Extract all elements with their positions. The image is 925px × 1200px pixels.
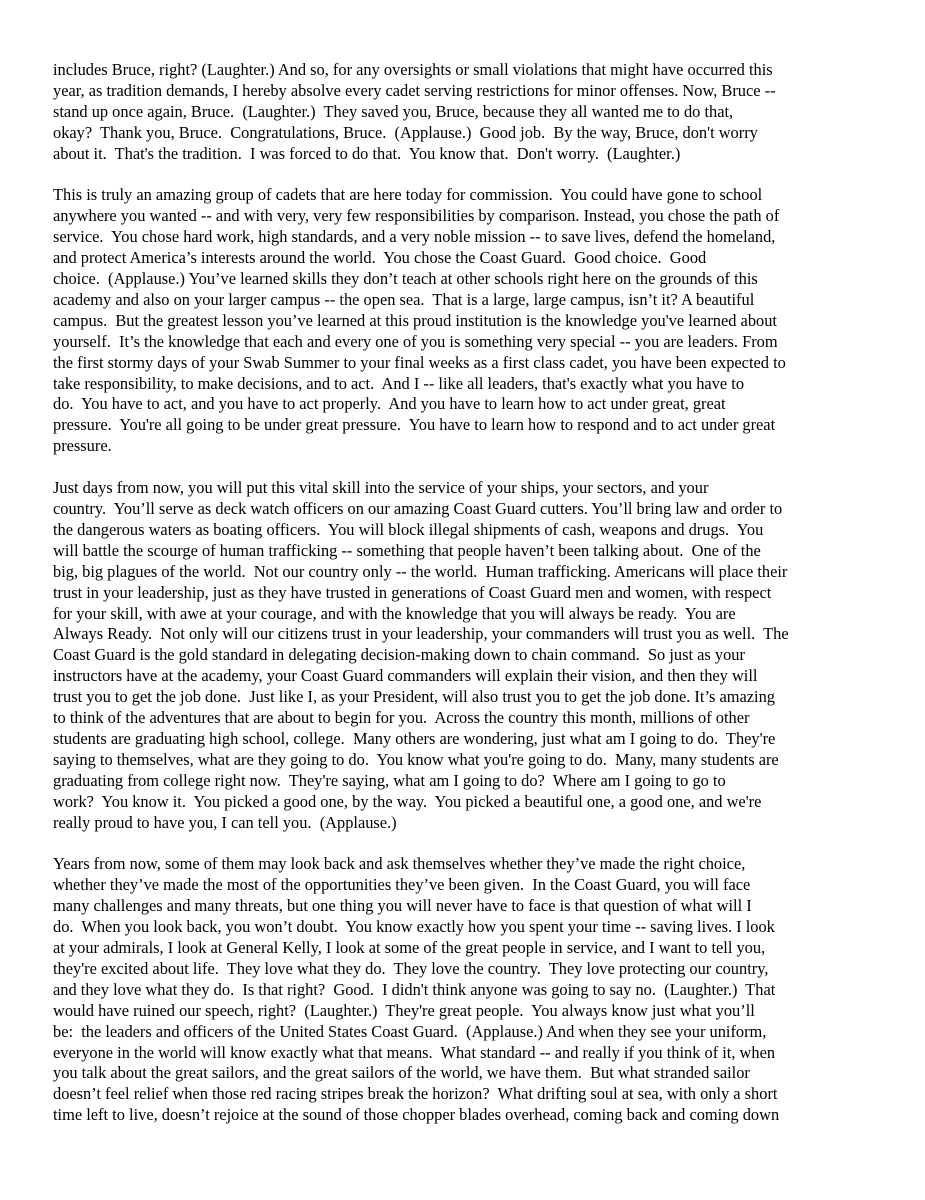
text-line: time left to live, doesn’t rejoice at the sound of those chopper blades overhead, coming back and coming down [53,1105,780,1125]
text-line: choice. (Applause.) You’ve learned skills they don’t teach at other schools right here on the grounds of this [53,269,758,289]
text-line: about it. That's the tradition. I was forced to do that. You know that. Don't worry. (Laughter.) [53,143,681,163]
text-line: and they love what they do. Is that right? Good. I didn't think anyone was going to say no. (Laughter.) That [53,979,776,999]
paragraph-4 [53,854,883,1126]
text-line: Just days from now, you will put this vital skill into the service of your ships, your sectors, and your [53,478,709,498]
text-line: will battle the scourge of human trafficking -- something that people haven’t been talking about. One of the [53,540,761,560]
text-line: everyone in the world will know exactly what that means. What standard -- and really if you think of it, when [53,1042,776,1062]
text-line: do. When you look back, you won’t doubt. You know exactly how you spent your time -- saving lives. I look [53,917,775,937]
text-line: you talk about the great sailors, and the great sailors of the world, we have them. But what stranded sailor [53,1063,750,1083]
text-line: doesn’t feel relief when those red racing stripes break the horizon? What drifting soul at sea, with only a short [53,1084,778,1104]
text-line: for your skill, with awe at your courage, and with the knowledge that you will always be ready. You are [53,603,736,623]
text-line: academy and also on your larger campus -- the open sea. That is a large, large campus, isn’t it? A beautiful [53,289,755,309]
paragraph-1 [53,60,883,165]
text-line: take responsibility, to make decisions, and to act. And I -- like all leaders, that's exactly what you have to [53,373,745,393]
text-line: really proud to have you, I can tell you. (Applause.) [53,812,397,832]
paragraph-3 [53,478,883,833]
text-line: be: the leaders and officers of the United States Coast Guard. (Applause.) And when they see your uniform, [53,1021,767,1041]
text-line: to think of the adventures that are about to begin for you. Across the country this month, millions of other [53,708,750,728]
text-line: would have ruined our speech, right? (Laughter.) They're great people. You always know just what you’ll [53,1000,755,1020]
text-line: Coast Guard is the gold standard in delegating decision-making down to chain command. So just as your [53,645,745,665]
text-line: students are graduating high school, college. Many others are wondering, just what am I going to do. They're [53,728,776,748]
text-line: This is truly an amazing group of cadets that are here today for commission. You could have gone to school [53,185,763,205]
text-line: the first stormy days of your Swab Summer to your final weeks as a first class cadet, you have been expected to [53,352,786,372]
text-line: campus. But the greatest lesson you’ve learned at this proud institution is the knowledge you've learned about [53,310,777,330]
text-line: many challenges and many threats, but one thing you will never have to face is that question of what will I [53,896,752,916]
paragraph-2 [53,185,883,457]
text-line: Always Ready. Not only will our citizens trust in your leadership, your commanders will trust you as well. The [53,624,789,644]
text-line: Years from now, some of them may look back and ask themselves whether they’ve made the right choice, [53,854,746,874]
text-line: the dangerous waters as boating officers. You will block illegal shipments of cash, weapons and drugs. You [53,519,764,539]
text-line: yourself. It’s the knowledge that each and every one of you is something very special -- you are leaders. From [53,331,778,351]
text-line: at your admirals, I look at General Kelly, I look at some of the great people in service, and I want to tell you, [53,938,766,958]
text-line: okay? Thank you, Bruce. Congratulations, Bruce. (Applause.) Good job. By the way, Bruce, don't worry [53,122,758,142]
text-line: and protect America’s interests around the world. You chose the Coast Guard. Good choice. Good [53,248,707,268]
text-line: instructors have at the academy, your Coast Guard commanders will explain their vision, and then they will [53,666,758,686]
text-line: year, as tradition demands, I hereby absolve every cadet serving restrictions for minor offenses. Now, Bruce -- [53,80,776,100]
document-page [53,60,883,1147]
text-line: country. You’ll serve as deck watch officers on our amazing Coast Guard cutters. You’ll bring law and order to [53,499,783,518]
text-line: trust in your leadership, just as they have trusted in generations of Coast Guard men and women, with respect [53,582,772,602]
text-line: pressure. You're all going to be under great pressure. You have to learn how to respond and to act under great [53,415,776,435]
text-line: work? You know it. You picked a good one, by the way. You picked a beautiful one, a good one, and we're [53,791,762,811]
text-line: pressure. [53,436,112,456]
text-line: whether they’ve made the most of the opportunities they’ve been given. In the Coast Guard, you will face [53,875,751,895]
text-line: do. You have to act, and you have to act properly. And you have to learn how to act under great, great [53,394,726,414]
text-line: service. You chose hard work, high standards, and a very noble mission -- to save lives, defend the homeland, [53,227,776,247]
text-line: stand up once again, Bruce. (Laughter.) They saved you, Bruce, because they all wanted me to do that, [53,101,734,121]
text-line: graduating from college right now. They're saying, what am I going to do? Where am I going to go to [53,770,726,790]
text-line: they're excited about life. They love what they do. They love the country. They love protecting our country, [53,958,769,978]
text-line: big, big plagues of the world. Not our country only -- the world. Human trafficking. Americans will place their [53,561,788,581]
text-line: saying to themselves, what are they going to do. You know what you're going to do. Many, many students are [53,749,779,769]
text-line: includes Bruce, right? (Laughter.) And so, for any oversights or small violations that might have occurred this [53,60,773,79]
text-line: anywhere you wanted -- and with very, very few responsibilities by comparison. Instead, you chose the path of [53,206,780,226]
text-line: trust you to get the job done. Just like I, as your President, will also trust you to get the job done. It’s amazing [53,687,775,707]
